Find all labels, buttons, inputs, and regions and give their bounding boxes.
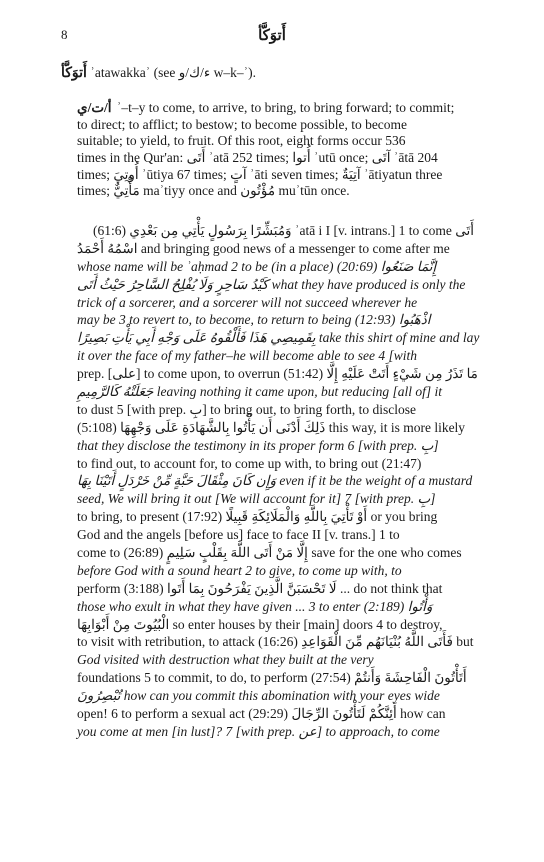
entry-line: to bring, to present (17:92) أَوْ تَأْتِيَ بِاللَّهِ وَالْمَلَائِكَةِ قَبِيلًا or you bring [77,509,438,525]
page-number: 8 [61,27,68,42]
entry-line: it over the face of my father–he will become able to see 4 [with [77,348,418,364]
root-line: suitable; to yield, to fruit. Of this root, eight forms occur 536 [77,133,406,149]
entry-line: جَعَلَتْهُ كَالرَّمِيمِ leaving nothing it came upon, but reducing [all of] it [77,384,443,400]
header-entry-text: ʾatawakkaʾ (see ء/ك/و w–k–ʾ). [90,65,257,80]
entry-line: كَيْدُ سَاحِرٍ وَلَا يُفْلِحُ السَّاحِرُ حَيْثُ أَتَى what they have produced is only the [77,276,466,292]
running-head: أَتوَكَّأ [258,28,286,44]
entry-line: God and the angels [before us] face to face II [v. trans.] 1 to [77,527,400,543]
entry-line: اسْمُهُ أَحْمَدُ and bringing good news of a messenger to come after me [77,240,450,256]
root-line: times in the Qur'an: أَتَى ʾatā 252 times; أُتوا ʾutū once; آتَى ʾātā 204 [77,150,438,166]
entry-line: seed, We will bring it out [We will account for it] 7 [with prep. بِ] [77,491,436,507]
entry-line: foundations 5 to commit, to do, to perform (27:54) أَتَأْتُونَ الْفَاحِشَةَ وَأَنتُمْ [77,670,467,686]
root-line: times; مَأْتِيٌّ maʾtiyy once and مُؤْتُون muʾtūn once. [77,183,350,199]
root-line [61,100,463,117]
entry-line: whose name will be ʾaḥmad 2 to be (in a place) (20:69) إِنَّمَا صَنَعُوا [77,258,437,274]
entry-line: open! 6 to perform a sexual act (29:29) أَئِنَّكُمْ لَتَأْتُونَ الرِّجَالَ how can [77,706,446,722]
root-line: to direct; to afflict; to bestow; to become possible, to become [77,116,408,132]
entry-line: God visited with destruction what they built at the very [77,652,374,668]
entry-line: may be 3 to revert to, to become, to return to being (12:93) اذْهَبُوا [77,312,431,328]
entry-line: وَمُبَشِّرًا بِرَسُولٍ يَأْتِي مِن بَعْدِي (61:6) ʾatā i I [v. intrans.] 1 to come أَتَى [93,223,475,238]
root-entry [61,100,463,200]
header-entry [61,64,481,82]
entry-line: before God with a sound heart 2 to give, to come up with, to [77,562,402,578]
entry-line: to visit with retribution, to attack (16:26) فَأَتَى اللَّهُ بُنْيَانَهُم مِّنَ الْقَوَاعِدِ but [77,634,474,650]
entry-line: those who exult in what they have given ... 3 to enter (2:189) وَأْتُوا [77,598,433,614]
root-line: times; أُوتِيَ ʾūtiya 67 times; آتٍ ʾāti seven times; آتِيَةٌ ʾātiyatun three [77,166,443,182]
entry-line: you come at men [in lust]? 7 [with prep. عن] to approach, to come [77,723,440,739]
root-label: أ/ت/ي [77,100,112,115]
header-entry-arabic: أَتوَكَّأ [61,66,87,81]
entry-line: to dust 5 [with prep. بِ] to bring out, to bring forth, to disclose [77,401,416,417]
entry-line: perform (3:188) لَا تَحْسَبَنَّ الَّذِينَ يَفْرَحُونَ بِمَا أَتَوا ... do not think that [77,580,443,596]
root-line-text: ʾ–t–y to come, to arrive, to bring, to bring forward; to commit; [116,100,455,115]
entry-line: come to (26:89) إِلَّا مَنْ أَتَى اللَّهَ بِقَلْبٍ سَلِيمٍ save for the one who comes [77,545,462,561]
main-entry [77,222,480,741]
entry-line: وَإِن كَانَ مِثْقَالَ حَبَّةٍ مِّنْ خَرْدَلٍ أَتَيْنَا بِهَا even if it be the weight of a mustard [77,473,473,489]
entry-line: prep. [على] to come upon, to overrun (51:42) مَا تَذَرُ مِن شَيْءٍ أَتَتْ عَلَيْهِ إِلَّا [77,366,478,382]
entry-line: trick of a sorcerer, and a sorcerer will not succeed wherever he [77,294,418,310]
entry-line: that they disclose the testimony in its proper form 6 [with prep. بِ] [77,437,439,453]
entry-line: بِقَمِيصِي هَذَا فَأَلْقُوهُ عَلَى وَجْهِ أَبِي يَأْتِ بَصِيرًا take this shirt of mine and lay [77,330,480,346]
entry-line: الْبُيُوتَ مِنْ أَبْوَابِهَا so enter houses by their [main] doors 4 to destroy, [77,616,443,632]
entry-line: تُبْصِرُونَ how can you commit this abomination with your eyes wide [77,688,440,704]
entry-line: to find out, to account for, to come up with, to bring out (21:47) [77,455,422,471]
entry-line: (5:108) ذَلِكَ أَدْنَى أَن يَأْتُوا بِالشَّهَادَةِ عَلَى وَجْهِهَا this way, it is more likely [77,419,466,435]
